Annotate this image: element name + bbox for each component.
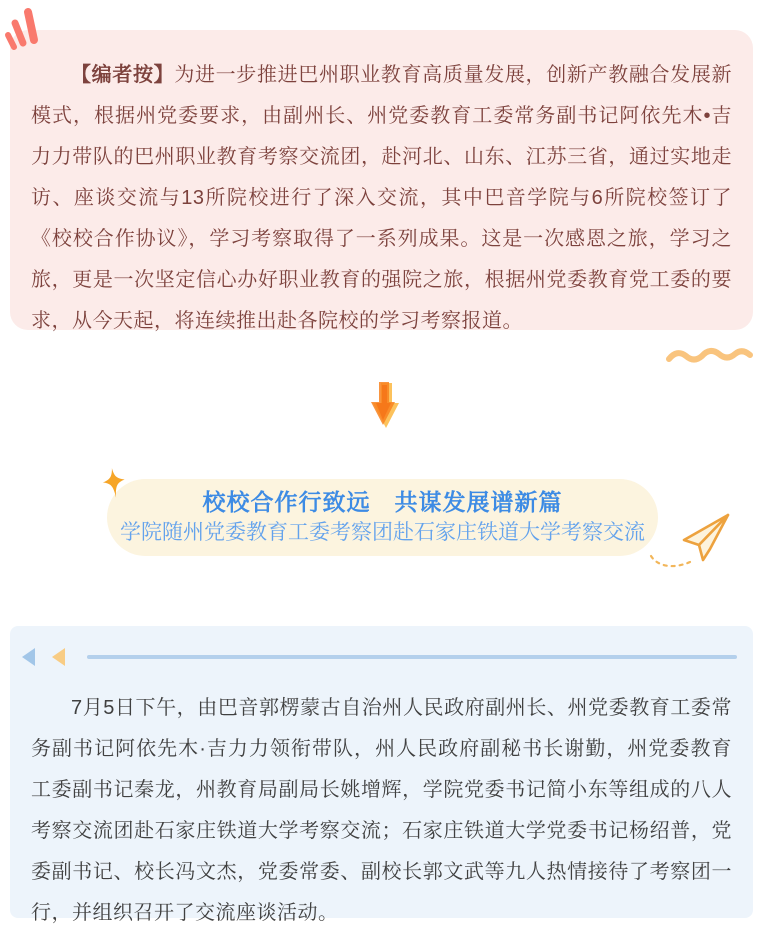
editor-note-label: 【编者按】 — [71, 64, 175, 86]
divider-line — [87, 655, 737, 659]
left-triangle-blue-icon — [22, 648, 35, 666]
wavy-underline-icon — [665, 344, 763, 371]
editor-note-card — [10, 30, 753, 330]
left-triangle-orange-icon — [52, 648, 65, 666]
pink-rays-icon — [2, 4, 47, 57]
title-card — [107, 479, 658, 556]
article-card — [10, 626, 753, 924]
editor-note-body: 为进一步推进巴州职业教育高质量发展，创新产教融合发展新模式，根据州党委要求，由副州长、州党委教育工委常务副书记阿依先木•吉力力带队的巴州职业教育考察交流团，赴河北、山东、江苏三省，通过实地走访、座谈交流与13所院校进行了深入交流，其中巴音学院与6所院校签订了《校校合作协议》，学习考察取得了一系列成果。这是一次感恩之旅，学习之旅，更是一次坚定信心办好职业教育的强院之旅，根据州党委教育党工委的要求，从今天起，将连续推出赴各院校的学习考察报道。 — [31, 64, 733, 332]
down-arrow-icon — [369, 382, 401, 435]
article-decor-row — [10, 646, 753, 668]
editor-note-text — [31, 55, 732, 342]
article-paragraph: 7月5日下午，由巴音郭楞蒙古自治州人民政府副州长、州党委教育工委常务副书记阿依先木·吉力力领衔带队，州人民政府副秘书长谢勤，州党委教育工委副书记秦龙，州教育局副局长姚增辉，学院党委书记简小东等组成的八人考察交流团赴石家庄铁道大学考察交流；石家庄铁道大学党委书记杨绍普，党委副书记、校长冯文杰，党委常委、副校长郭文武等九人热情接待了考察团一行，并组织召开了交流座谈活动。 — [31, 697, 732, 924]
article-title: 校校合作行致远 共谋发展谱新篇 — [202, 489, 563, 515]
article-subtitle: 学院随州党委教育工委考察团赴石家庄铁道大学考察交流 — [120, 521, 645, 544]
paper-plane-icon — [646, 509, 746, 578]
four-point-star-icon — [101, 467, 127, 504]
